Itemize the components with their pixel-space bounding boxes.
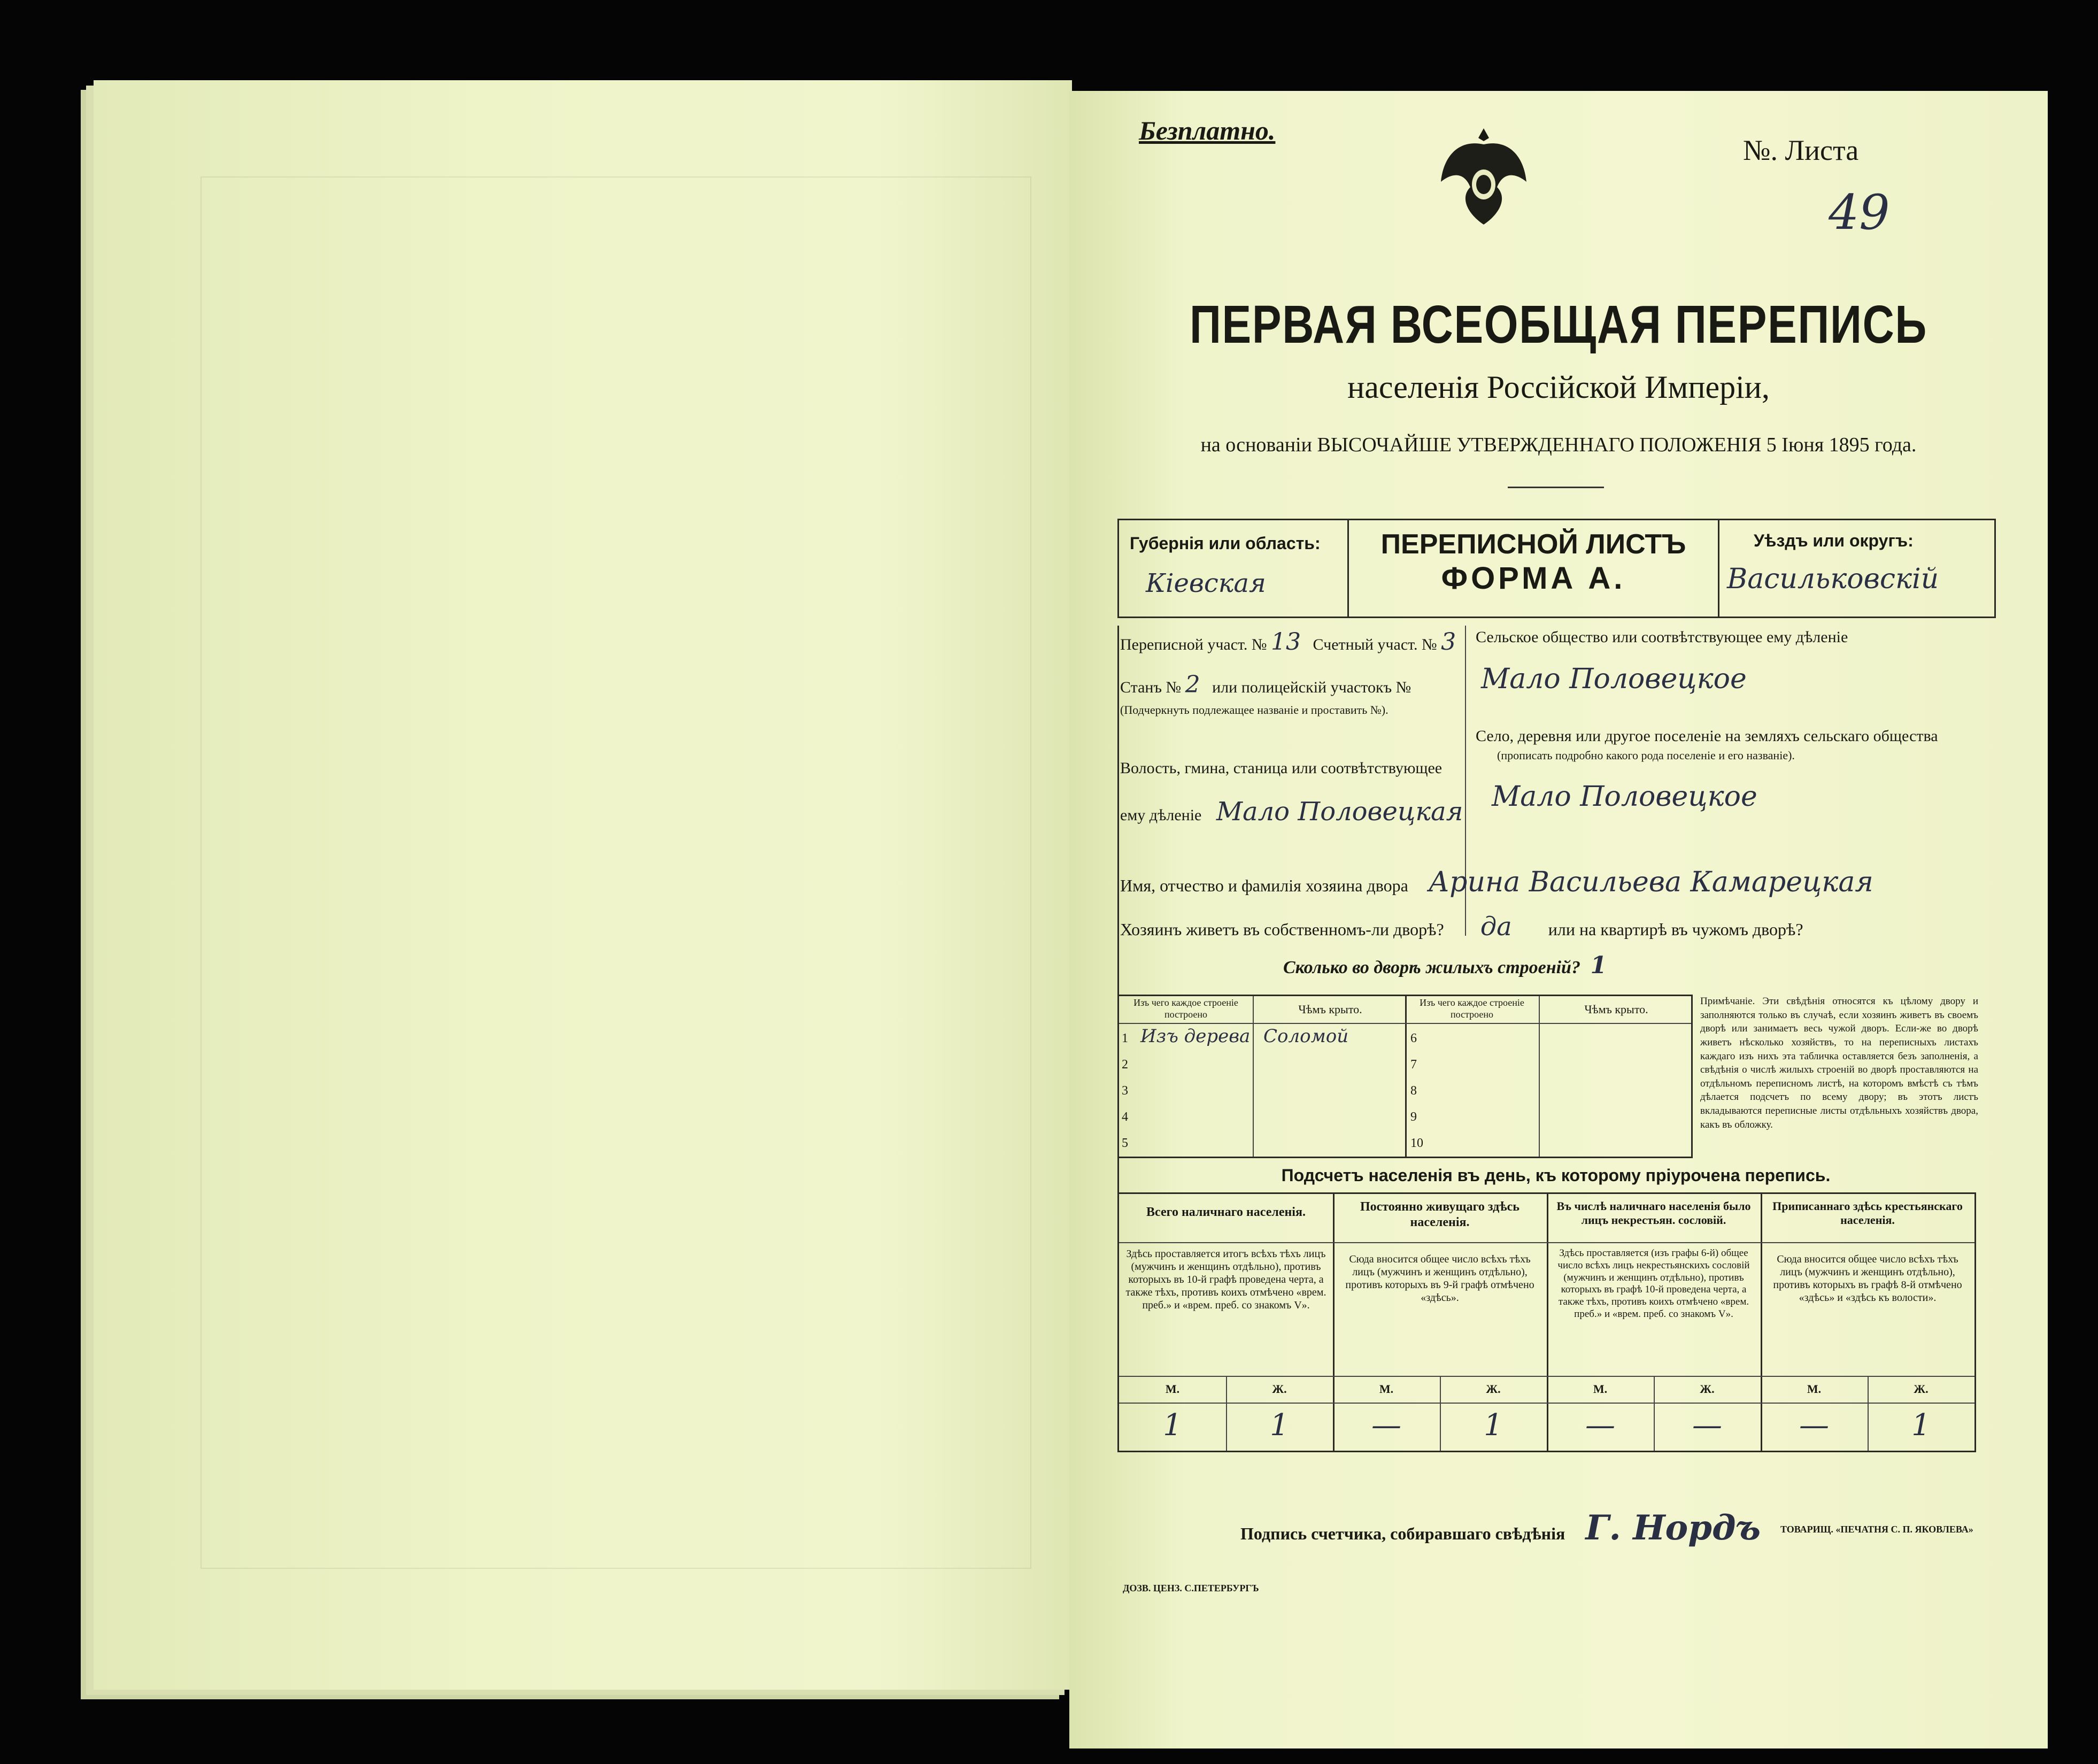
volost-label-2: ему дѣленіе Мало Половецкая — [1120, 797, 1463, 827]
basis-line: на основаніи ВЫСОЧАЙШЕ УТВЕРЖДЕННАГО ПОЛОЖЕНІЯ 5 Іюня 1895 года. — [1200, 434, 1917, 456]
gubernia-label: Губернія или область: — [1130, 534, 1321, 553]
sheet-number-label: №. Листа — [1743, 134, 1859, 166]
gubernia-box — [1117, 519, 1349, 618]
col-material-left: Изъ чего каждое строеніе построено — [1133, 997, 1238, 1020]
row1-roof: Соломой — [1263, 1026, 1349, 1047]
uezd-box — [1716, 519, 1996, 618]
zh-label-3: Ж. — [1700, 1382, 1715, 1396]
volost-label: Волость, гмина, станица или соотвѣтствующее — [1120, 759, 1443, 777]
row-numbers-left: 1 2 3 4 5 — [1122, 1031, 1128, 1150]
ornament-divider — [1508, 487, 1604, 488]
buildings-count-field: Сколько во дворѣ жилыхъ строеній? 1 — [1283, 952, 1607, 979]
selo-value: Мало Половецкое — [1492, 781, 1757, 813]
gubernia-value: Кіевская — [1146, 568, 1266, 598]
owner-field: Имя, отчество и фамилія хозяина двора Арина Васильева Камарецкая — [1120, 866, 1873, 898]
buildings-table — [1117, 995, 1693, 1158]
col1-head: Всего наличнаго населенія. — [1146, 1205, 1306, 1219]
printer-left: ДОЗВ. ЦЕНЗ. С.ПЕТЕРБУРГЪ — [1123, 1583, 1259, 1593]
zh-label-2: Ж. — [1486, 1382, 1501, 1396]
col3-desc: Здѣсь проставляется (изъ графы 6-й) общее число всѣхъ лицъ некрестьянскихъ сословій (мужчинъ и женщинъ отдѣльно), противъ которыхъ въ графѣ 10-й проведена черта, а также тѣхъ, противъ коихъ отмѣчено «врем. преб.» и «врем. преб. со знакомъ V». — [1557, 1247, 1750, 1320]
stan-field: Станъ № 2 или полицейскій участокъ № — [1120, 671, 1411, 698]
col3-head: Въ числѣ наличнаго населенія было лицъ некрестьян. сословій. — [1556, 1199, 1751, 1227]
sheet-number-value: 49 — [1829, 184, 1890, 241]
m-label-1: М. — [1165, 1382, 1180, 1396]
total-m-value: 1 — [1163, 1408, 1182, 1443]
selo-note: (прописать подробно какого рода поселеніе и его названіе). — [1497, 749, 1795, 762]
col4-head: Приписаннаго здѣсь крестьянскаго населенія. — [1772, 1199, 1963, 1227]
selo-label: Село, деревня или другое поселеніе на земляхъ сельскаго общества — [1476, 727, 1938, 745]
permanent-m-value: — — [1371, 1408, 1401, 1443]
subtitle: населенія Россійской Имперіи, — [1347, 369, 1770, 405]
uezd-value: Васильковскій — [1727, 563, 1939, 595]
peasant-zh-value: 1 — [1911, 1408, 1931, 1443]
peasant-m-value: — — [1799, 1408, 1829, 1443]
printer-right: ТОВАРИЩ. «ПЕЧАТНЯ С. П. ЯКОВЛЕВА» — [1780, 1524, 1973, 1535]
form-title: ФОРМА А. — [1441, 561, 1626, 596]
census-form-page — [1069, 91, 2048, 1748]
nonpeasant-m-value: — — [1585, 1408, 1615, 1443]
col1-desc: Здѣсь проставляется итогъ всѣхъ тѣхъ лицъ (мужчинъ и женщинъ отдѣльно), противъ которыхъ въ 10-й графѣ проведена черта, а также тѣхъ, противъ коихъ отмѣчено «врем. преб.» и «врем. преб. со знакомъ V». — [1125, 1248, 1326, 1311]
m-label-3: М. — [1593, 1382, 1608, 1396]
buildings-note: Примѣчаніе. Эти свѣдѣнія относятся къ цѣлому двору и заполняются только въ случаѣ, если хозяинъ живетъ въ своемъ дворѣ или занимаетъ весь чужой дворъ. Если-же во дворѣ живетъ нѣсколько хозяйствъ, то на переписныхъ листахъ каждаго изъ нихъ эта табличка оставляется безъ заполненія, а свѣдѣнія о числѣ жилыхъ строеній во дворѣ проставляются на отдѣльномъ переписномъ листѣ, на которомъ вмѣстѣ съ тѣмъ дѣлается подсчетъ по всему двору; въ этотъ листъ вкладываются переписные листы отдѣльныхъ хозяйствъ двора, какъ въ обложку. — [1700, 996, 1978, 1130]
m-label-4: М. — [1807, 1382, 1822, 1396]
count-title: Подсчетъ населенія въ день, къ которому пріурочена перепись. — [1281, 1166, 1831, 1185]
col2-head: Постоянно живущаго здѣсь населенія. — [1360, 1200, 1519, 1229]
zh-label-4: Ж. — [1914, 1382, 1929, 1396]
nonpeasant-zh-value: — — [1692, 1408, 1722, 1443]
col-roof-right: Чѣмъ крыто. — [1584, 1003, 1648, 1016]
form-title-box — [1347, 519, 1719, 618]
col-roof-left: Чѣмъ крыто. — [1298, 1003, 1362, 1016]
row1-material: Изъ дерева — [1140, 1026, 1251, 1047]
sel-obshchestvo-label: Сельское общество или соотвѣтствующее ему дѣленіе — [1476, 628, 1848, 646]
m-label-2: М. — [1379, 1382, 1394, 1396]
total-zh-value: 1 — [1270, 1408, 1289, 1443]
permanent-zh-value: 1 — [1484, 1408, 1503, 1443]
free-label: Безплатно. — [1139, 115, 1276, 145]
population-count-table — [1117, 1192, 1976, 1452]
col2-desc: Сюда вносится общее число всѣхъ тѣхъ лицъ (мужчинъ и женщинъ отдѣльно), противъ которыхъ въ 9-й графѣ отмѣчено «здѣсь». — [1345, 1253, 1534, 1304]
left-page-blank — [94, 80, 1072, 1690]
main-title: ПЕРВАЯ ВСЕОБЩАЯ ПЕРЕПИСЬ — [1189, 295, 1928, 355]
col4-desc: Сюда вносится общее число всѣхъ тѣхъ лицъ (мужчинъ и женщинъ отдѣльно), противъ которыхъ въ графѣ 8-й отмѣчено «здѣсь» и «здѣсь къ волости». — [1773, 1253, 1962, 1304]
uezd-label: Уѣздъ или округъ: — [1754, 531, 1914, 550]
col-material-right: Изъ чего каждое строеніе построено — [1420, 997, 1524, 1020]
double-eagle-emblem-icon — [1438, 123, 1529, 230]
perepis-uchastok-field: Переписной участ. № 13 Счетный участ. № 3 — [1120, 628, 1456, 656]
police-note: (Подчеркнуть подлежащее названіе и проставить №). — [1120, 703, 1389, 717]
zh-label-1: Ж. — [1272, 1382, 1287, 1396]
own-yard-field: Хозяинъ живетъ въ собственномъ-ли дворѣ? да или на квартирѣ въ чужомъ дворѣ? — [1120, 912, 1803, 942]
list-title: ПЕРЕПИСНОЙ ЛИСТЪ — [1380, 529, 1686, 560]
bleed-through-grid — [200, 176, 1031, 1569]
row-numbers-right: 6 7 8 9 10 — [1410, 1031, 1423, 1150]
sel-obshchestvo-value: Мало Половецкое — [1481, 663, 1747, 695]
signature-field: Подпись счетчика, собиравшаго свѣдѣнія Г. Нордъ — [1240, 1508, 1761, 1548]
